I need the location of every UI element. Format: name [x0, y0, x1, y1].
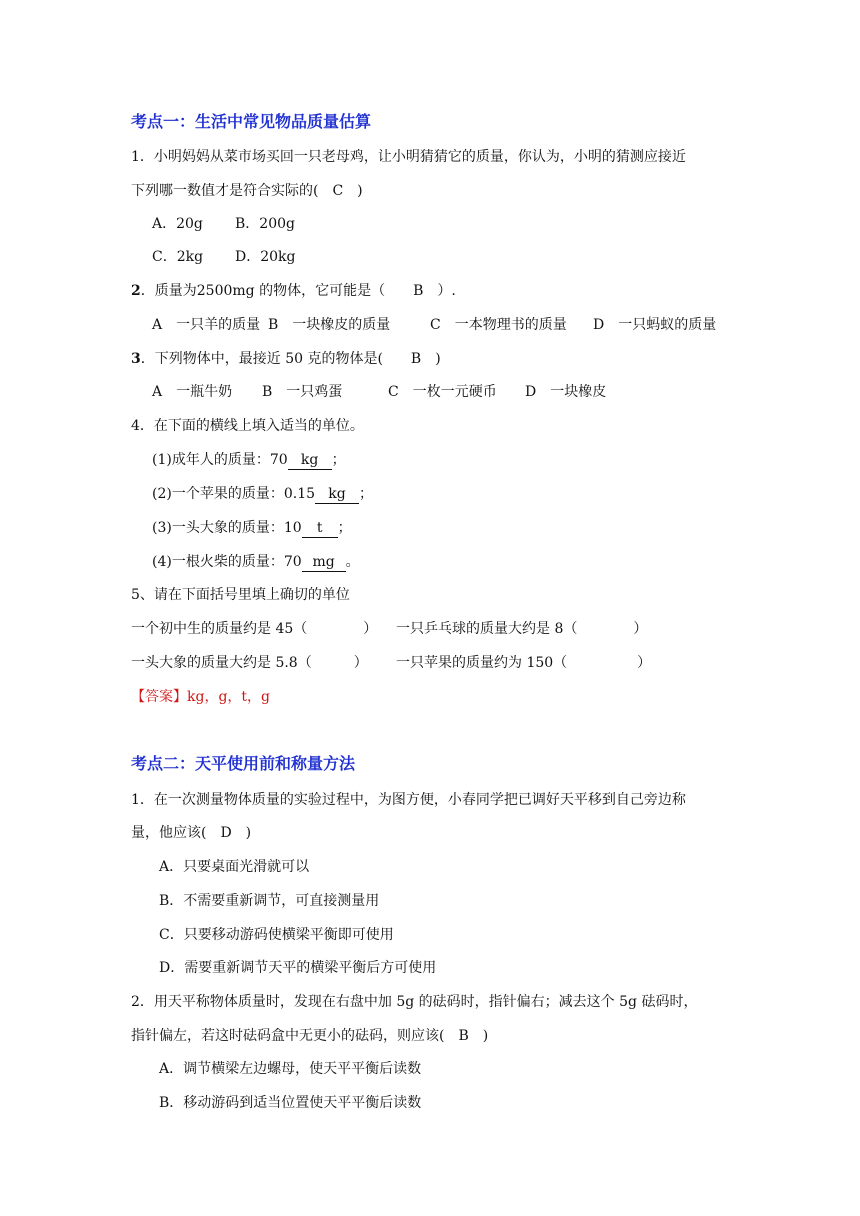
section-heading-2: 考点二：天平使用前和称量方法 [131, 754, 356, 773]
answer-tag: 【答案】 [131, 689, 187, 705]
answer-value: kg，g，t，g [187, 689, 270, 705]
s2-q2-option-a: A．调节横梁左边螺母，使天平平衡后读数 [159, 1061, 422, 1077]
q2-number: 2 [131, 283, 141, 299]
q2-text: ．质量为2500mg 的物体，它可能是（ B ）. [140, 283, 456, 299]
q1-option-d: D．20kg [235, 249, 296, 265]
q4-item-2-text: (2)一个苹果的质量：0.15 [152, 486, 316, 502]
q5-stem: 5、请在下面括号里填上确切的单位 [131, 587, 350, 603]
q5-blank-3: 一头大象的质量大约是 5.8（ ） [131, 655, 368, 671]
q4-item-2-answer: kg [315, 485, 359, 504]
q4-item-3-text: (3)一头大象的质量：10 [152, 520, 302, 536]
s2-q1-option-a: A．只要桌面光滑就可以 [159, 859, 310, 875]
q4-item-4-end: 。 [345, 554, 360, 570]
s2-q1-option-b: B．不需要重新调节，可直接测量用 [159, 893, 380, 909]
q1-option-a: A．20g [152, 216, 203, 232]
q3-number: 3 [131, 351, 141, 367]
q4-item-4-answer: mg [302, 553, 346, 572]
q4-item-4-text: (4)一根火柴的质量：70 [152, 554, 302, 570]
q4-item-1-text: (1)成年人的质量：70 [152, 452, 288, 468]
q4-stem: 4．在下面的横线上填入适当的单位。 [131, 418, 364, 434]
q5-blank-1: 一个初中生的质量约是 45（ ） [131, 621, 378, 637]
s2-q1-stem-line1: 1．在一次测量物体质量的实验过程中，为图方便，小春同学把已调好天平移到自己旁边称 [131, 792, 686, 808]
q3-option-a: A 一瓶牛奶 [152, 384, 233, 400]
q1-stem-line1: 1．小明妈妈从菜市场买回一只老母鸡，让小明猜猜它的质量，你认为，小明的猜测应接近 [131, 149, 686, 165]
q4-item-3-end: ； [337, 520, 352, 536]
q3-option-c: C 一枚一元硬币 [388, 384, 497, 400]
q4-item-1 [152, 450, 346, 470]
q3-option-b: B 一只鸡蛋 [262, 384, 343, 400]
q2-option-b: B 一块橡皮的质量 [268, 317, 391, 333]
s2-q2-option-b: B．移动游码到适当位置使天平平衡后读数 [159, 1095, 422, 1111]
s2-q1-stem-line2: 量，他应该( D ) [131, 825, 252, 841]
q3-option-d: D 一块橡皮 [525, 384, 607, 400]
q4-item-3-answer: t [302, 519, 338, 538]
q5-blank-2: 一只乒乓球的质量大约是 8（ ） [396, 621, 648, 637]
q1-option-b: B．200g [235, 216, 295, 232]
q4-item-2-end: ； [359, 486, 374, 502]
q3-text: ．下列物体中，最接近 50 克的物体是( B ) [140, 351, 441, 367]
q4-item-2 [152, 484, 373, 504]
q4-item-4 [152, 552, 360, 572]
q4-item-1-answer: kg [288, 451, 332, 470]
s2-q1-option-c: C．只要移动游码使横梁平衡即可使用 [159, 927, 394, 943]
answer-line [131, 687, 270, 707]
q1-option-c: C．2kg [152, 249, 204, 265]
section-heading-1: 考点一：生活中常见物品质量估算 [131, 112, 372, 131]
q1-stem-line2: 下列哪一数值才是符合实际的( C ) [131, 183, 363, 199]
q4-item-3 [152, 518, 352, 538]
q2-option-a: A 一只羊的质量 [152, 317, 261, 333]
s2-q2-stem-line2: 指针偏左，若这时砝码盒中无更小的砝码，则应该( B ) [131, 1028, 489, 1044]
q5-blank-4: 一只苹果的质量约为 150（ ） [396, 655, 652, 671]
q2-option-d: D 一只蚂蚁的质量 [593, 317, 717, 333]
q2-option-c: C 一本物理书的质量 [430, 317, 567, 333]
q4-item-1-end: ； [331, 452, 346, 468]
s2-q1-option-d: D．需要重新调节天平的横梁平衡后方可使用 [159, 960, 437, 976]
q2-stem [131, 281, 456, 301]
s2-q2-stem-line1: 2．用天平称物体质量时，发现在右盘中加 5g 的砝码时，指针偏右；减去这个 5g 砝码时， [131, 994, 698, 1010]
q3-stem [131, 349, 441, 369]
